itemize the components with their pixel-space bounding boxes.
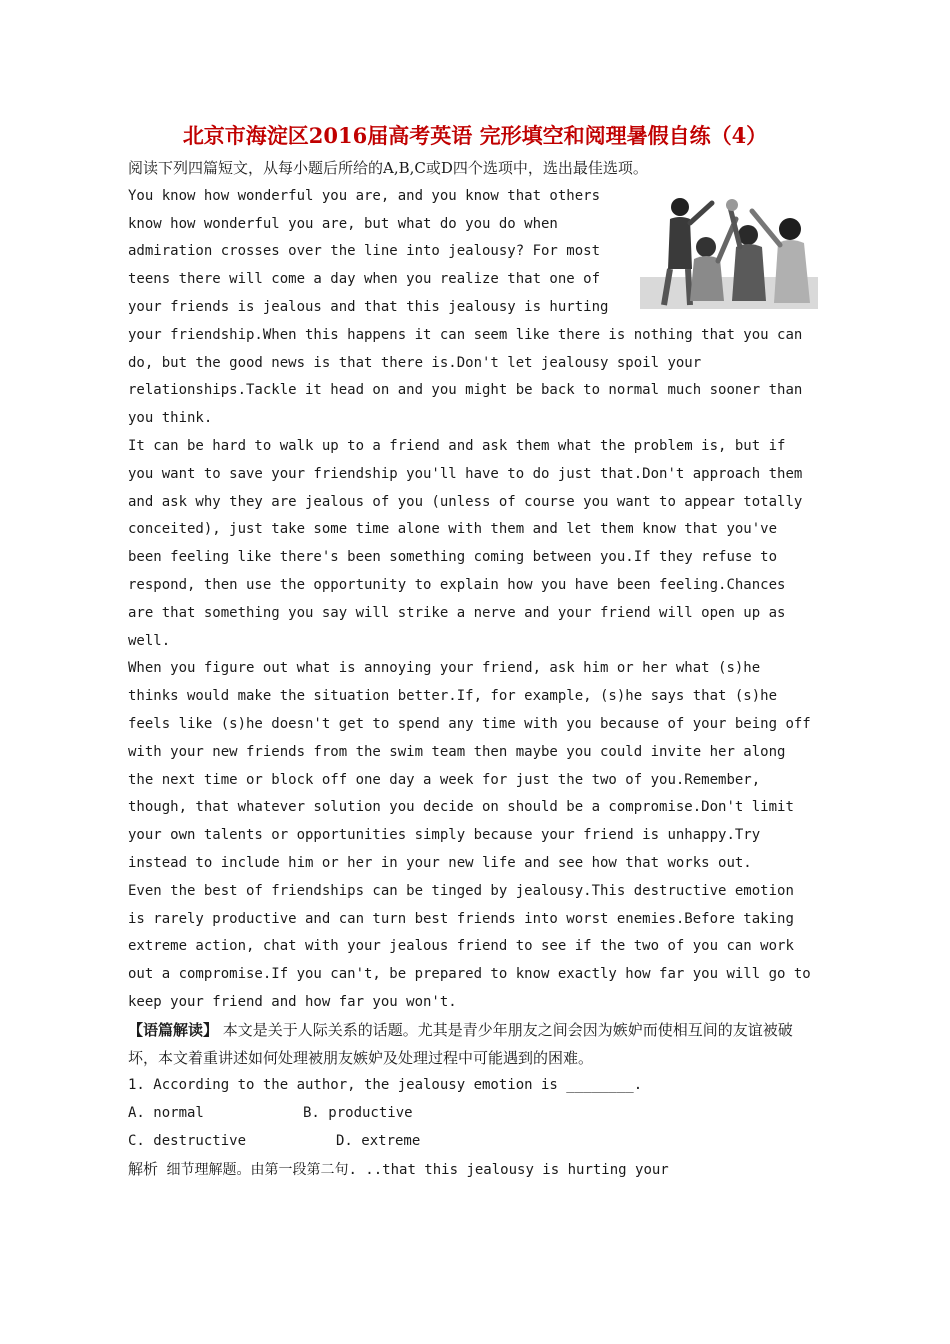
options-row-2: [128, 1128, 818, 1156]
paragraph-1: [128, 183, 818, 433]
page-title: 北京市海淀区2016届高考英语 完形填空和阅理暑假自练（4）: [182, 123, 768, 148]
options-row-1: [128, 1100, 818, 1128]
paragraph-2: It can be hard to walk up to a friend and ask them what the problem is, but if you want to save your friendship you'll have to do just that.Don't approach them and ask why they are jealous of you (unless of course you want to appear totally conceited), just take some time alone with them and let them know that you've been feeling like there's been something coming between you.If they refuse to respond, then use the opportunity to explain how you have been feeling.Chances are that something you say will strike a nerve and your friend will open up as well.: [128, 437, 803, 649]
article-body: [128, 155, 818, 1184]
option-d: D. extreme: [336, 1132, 421, 1149]
paragraph-3: When you figure out what is annoying your friend, ask him or her what (s)he thinks would make the situation better.If, for example, (s)he says that (s)he feels like (s)he doesn't get to spend any time with you because of your being off with your new friends from the swim team then maybe you could invite her along the next time or block off one day a week for just the two of you.Remember, though, that whatever solution you decide on should be a compromise.Don't limit your own talents or opportunities simply because your friend is unhappy.Try instead to include him or her in your new life and see how that works out.: [128, 660, 811, 871]
illustration-photo: [640, 189, 818, 309]
question-stem: 1. According to the author, the jealousy emotion is ________.: [128, 1077, 643, 1094]
photo-four-girls-icon: [640, 189, 818, 309]
summary-label: 【语篇解读】: [128, 1020, 219, 1039]
summary-text: 本文是关于人际关系的话题。尤其是青少年朋友之间会因为嫉妒而使相互间的友谊被破坏，本文着重讲述如何处理被朋友嫉妒及处理过程中可能遇到的困难。: [128, 1020, 793, 1067]
summary-block: [128, 1017, 818, 1073]
paragraph-4: Even the best of friendships can be tinged by jealousy.This destructive emotion is rarely productive and can turn best friends into worst enemies.Before taking extreme action, chat with your jealous friend to see if the two of you can work out a compromise.If you can't, be prepared to know exactly how far you will go to keep your friend and how far you won't.: [128, 882, 811, 1010]
instruction-text: 阅读下列四篇短文，从每小题后所给的A,B,C或D四个选项中，选出最佳选项。: [128, 159, 648, 177]
option-a: A. normal: [128, 1105, 204, 1122]
option-b: B. productive: [303, 1105, 413, 1122]
option-c: C. destructive: [128, 1132, 247, 1149]
analysis-label: 解析: [128, 1159, 159, 1178]
analysis-block: [128, 1156, 818, 1185]
analysis-text: 细节理解题。由第一段第二句. ..that this jealousy is hurting your: [158, 1161, 669, 1178]
paragraph-1-text: You know how wonderful you are, and you know that others know how wonderful you are, but what do you do when admiration crosses over the line into jealousy? For most teens there will come a day when you realize that one of your friends is jealous and that this jealousy is hurting your friendship.When this happens it can seem like there is nothing that you can do, but the good news is that there is.Don't let jealousy spoil your relationships.Tackle it head on and you might be back to normal much sooner than you think.: [128, 187, 803, 427]
